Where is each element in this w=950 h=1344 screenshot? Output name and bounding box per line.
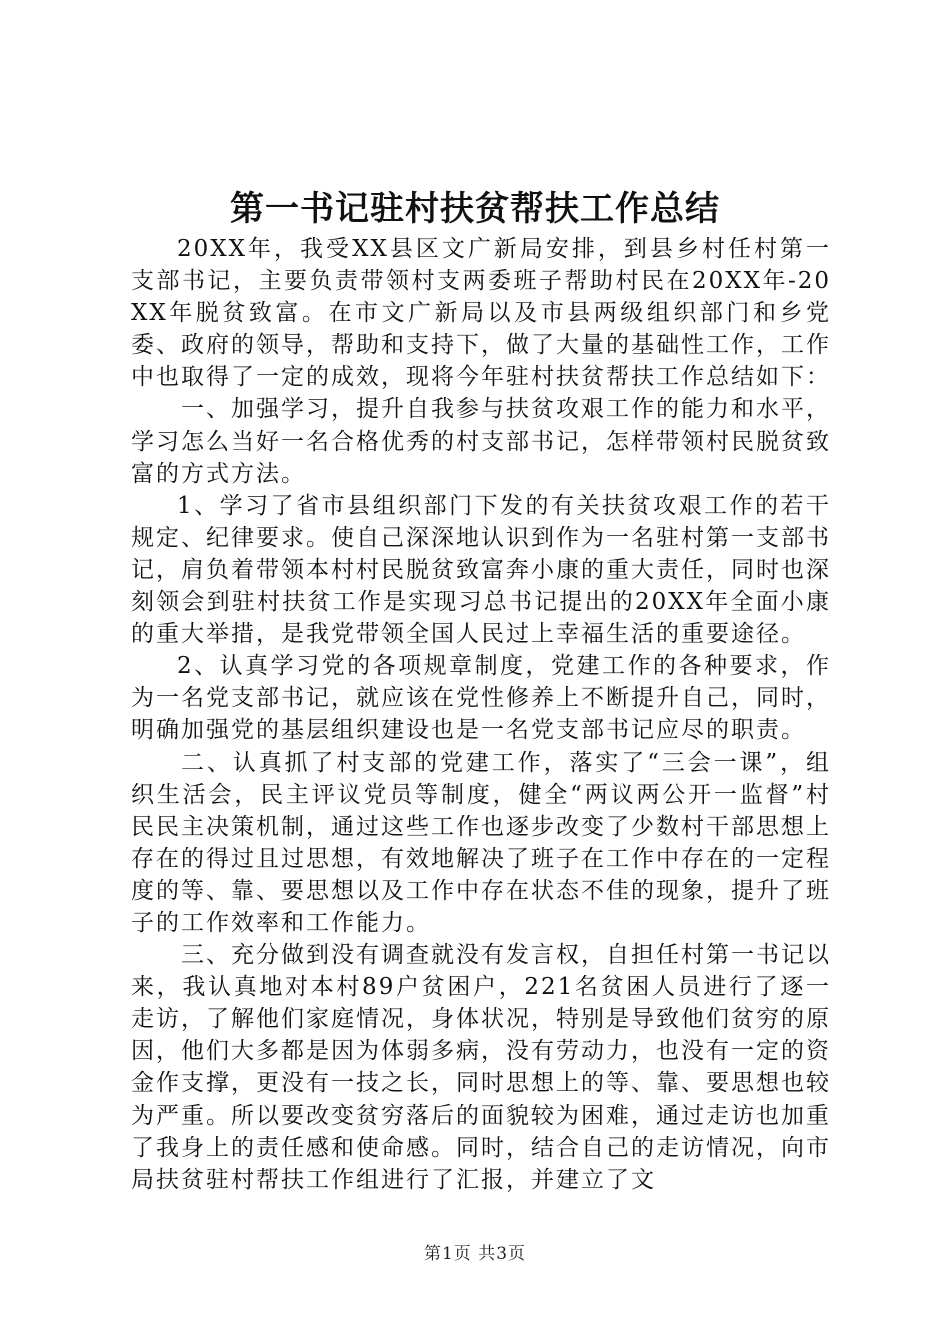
page-number-footer: 第1页 共3页 bbox=[423, 1244, 527, 1264]
paragraph-item-2: 2、认真学习党的各项规章制度，党建工作的各种要求，作为一名党支部书记，就应该在党性修养上不断提升自己，同时，明确加强党的基层组织建设也是一名党支部书记应尽的职责。 bbox=[131, 653, 831, 744]
page-title: 第一书记驻村扶贫帮扶工作总结 bbox=[230, 189, 720, 229]
paragraph-section-1: 一、加强学习，提升自我参与扶贫攻艰工作的能力和水平，学习怎么当好一名合格优秀的村支部书记，怎样带领村民脱贫致富的方式方法。 bbox=[131, 396, 831, 487]
paragraph-intro: 20XX年，我受XX县区文广新局安排，到县乡村任村第一支部书记，主要负责带领村支两委班子帮助村民在20XX年-20XX年脱贫致富。在市文广新局以及市县两级组织部门和乡党委、政府的领导，帮助和支持下，做了大量的基础性工作，工作中也取得了一定的成效，现将今年驻村扶贫帮扶工作总结如下： bbox=[131, 236, 831, 391]
paragraph-item-1: 1、学习了省市县组织部门下发的有关扶贫攻艰工作的若干规定、纪律要求。使自己深深地认识到作为一名驻村第一支部书记，肩负着带领本村村民脱贫致富奔小康的重大责任，同时也深刻领会到驻村扶贫工作是实现习总书记提出的20XX年全面小康的重大举措，是我党带领全国人民过上幸福生活的重要途径。 bbox=[131, 492, 831, 648]
document-body bbox=[131, 233, 831, 1196]
paragraph-section-2: 二、认真抓了村支部的党建工作，落实了“三会一课”，组织生活会，民主评议党员等制度，健全“两议两公开一监督”村民民主决策机制，通过这些工作也逐步改变了少数村干部思想上存在的得过且过思想，有效地解决了班子在工作中存在的一定程度的等、靠、要思想以及工作中存在状态不佳的现象，提升了班子的工作效率和工作能力。 bbox=[131, 749, 831, 936]
paragraph-section-3: 三、充分做到没有调查就没有发言权，自担任村第一书记以来，我认真地对本村89户贫困户，221名贫困人员进行了逐一走访，了解他们家庭情况，身体状况，特别是导致他们贫穷的原因，他们大多都是因为体弱多病，没有劳动力，也没有一定的资金作支撑，更没有一技之长，同时思想上的等、靠、要思想也较为严重。所以要改变贫穷落后的面貌较为困难，通过走访也加重了我身上的责任感和使命感。同时，结合自己的走访情况，向市局扶贫驻村帮扶工作组进行了汇报，并建立了文 bbox=[131, 942, 831, 1193]
